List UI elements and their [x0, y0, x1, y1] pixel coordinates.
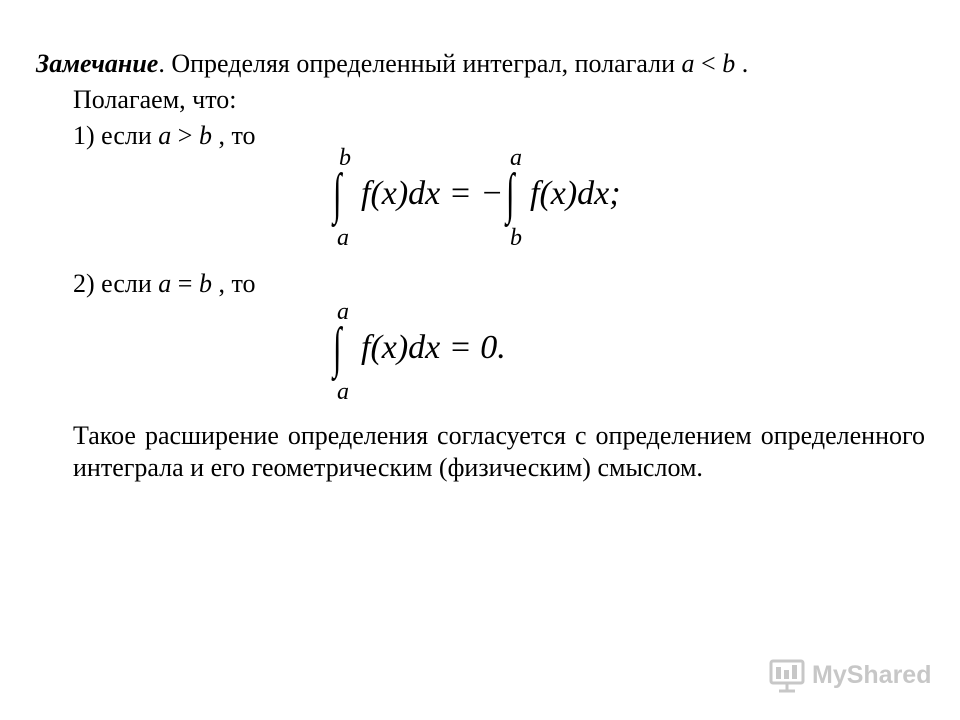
remark-sentence-start: . Определяя определенный интеграл, полагали	[158, 49, 682, 78]
formula2-lower-limit: a	[337, 379, 349, 405]
case2-b: b	[198, 269, 212, 298]
formula2-integral-sign: ∫	[333, 317, 342, 379]
watermark-text: MyShared	[812, 661, 932, 689]
myshared-watermark	[768, 656, 932, 696]
formula1-left-lower-limit: a	[337, 225, 349, 251]
formula1-left-integral-sign: ∫	[333, 163, 342, 225]
remark-cond-a: a	[681, 49, 695, 78]
case2-suffix: , то	[211, 269, 256, 298]
presentation-board-icon	[768, 658, 808, 694]
case1-rel: >	[171, 121, 199, 150]
conclusion-paragraph: Такое расширение определения согласуется с определением определенного интеграла и его геометрическим (физическим) смыслом.	[73, 421, 925, 482]
case1-line	[73, 120, 255, 152]
case2-rel: =	[171, 269, 199, 298]
formula-1	[330, 140, 650, 250]
case1-prefix: 1) если	[73, 121, 159, 150]
remark-label: Замечание	[36, 49, 159, 78]
case2-a: a	[158, 269, 172, 298]
formula1-left-expression: f(x)dx = −	[361, 175, 504, 212]
formula2-upper-limit: a	[337, 299, 349, 325]
formula1-right-lower-limit: b	[510, 225, 522, 251]
case1-a: a	[158, 121, 172, 150]
case2-line	[73, 268, 255, 300]
intro-line: Полагаем, что:	[73, 85, 237, 114]
formula1-left-upper-limit: b	[339, 145, 351, 171]
remark-cond-rel: <	[694, 49, 723, 78]
formula1-right-upper-limit: a	[510, 145, 522, 171]
remark-sentence-end: .	[735, 49, 749, 78]
case1-suffix: , то	[211, 121, 256, 150]
case1-b: b	[198, 121, 212, 150]
remark-line	[36, 48, 748, 80]
remark-cond-b: b	[722, 49, 736, 78]
formula1-right-integral-sign: ∫	[506, 163, 515, 225]
formula-2	[330, 292, 550, 404]
formula2-expression: f(x)dx = 0.	[361, 329, 506, 366]
case2-prefix: 2) если	[73, 269, 159, 298]
formula1-right-expression: f(x)dx;	[530, 175, 621, 212]
